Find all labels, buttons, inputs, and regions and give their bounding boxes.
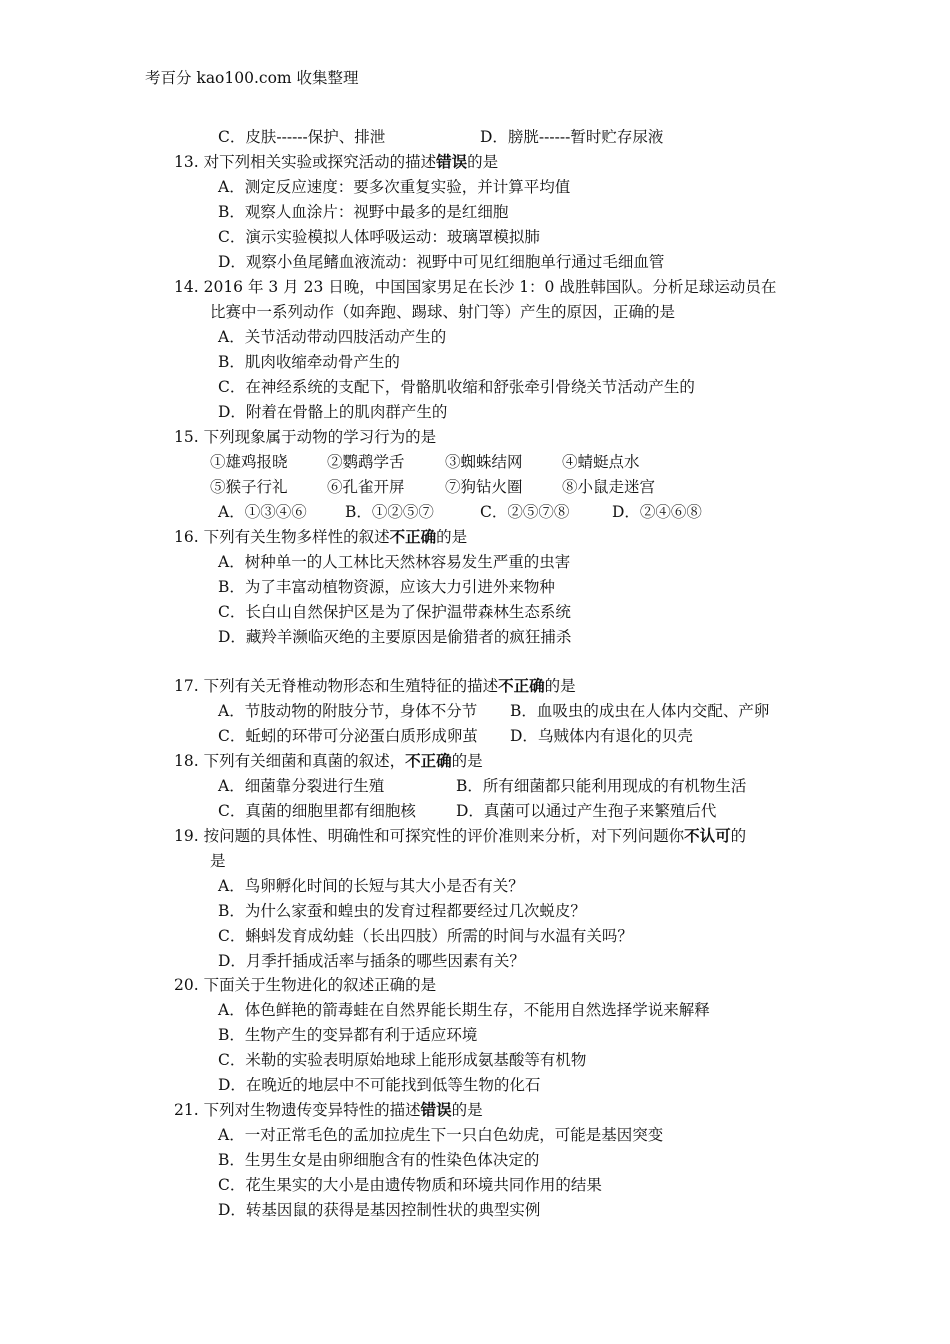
emphasis: 错误 [420,1100,452,1119]
stem-text: 的是 [436,528,468,546]
q17-option-d: D．乌贼体内有退化的贝壳 [510,727,693,745]
q15-option-d: D．②④⑥⑧ [612,503,702,521]
question-21-stem [174,1100,483,1120]
q17-option-c: C．蚯蚓的环带可分泌蛋白质形成卵茧 [218,727,478,745]
question-14-stem [174,277,776,297]
question-number: 19. [174,827,199,845]
q19-option-a: A．鸟卵孵化时间的长短与其大小是否有关？ [218,877,524,895]
question-number: 20. [174,976,199,994]
q13-option-a: A．测定反应速度：要多次重复实验，并计算平均值 [218,178,571,196]
q15-item-2: ②鹦鹉学舌 [327,453,405,471]
q17-option-a: A．节肢动物的附肢分节，身体不分节 [218,702,478,720]
q16-option-a: A．树种单一的人工林比天然林容易发生严重的虫害 [218,553,571,571]
q15-item-6: ⑥孔雀开屏 [327,478,405,496]
q21-option-a: A．一对正常毛色的孟加拉虎生下一只白色幼虎，可能是基因突变 [218,1126,664,1144]
question-number: 13. [174,153,199,171]
stem-text: 的是 [451,752,483,770]
question-15-stem [174,427,436,447]
question-number: 14. [174,278,199,296]
q14-option-d: D．附着在骨骼上的肌肉群产生的 [218,403,448,421]
q18-option-d: D．真菌可以通过产生孢子来繁殖后代 [456,802,717,820]
question-17-stem [174,676,576,696]
q16-option-c: C．长白山自然保护区是为了保护温带森林生态系统 [218,603,571,621]
q15-option-b: B．①②⑤⑦ [345,503,434,521]
q15-item-3: ③蜘蛛结网 [445,453,523,471]
question-19-stem [174,826,746,846]
emphasis: 不认可 [684,826,731,845]
q15-item-4: ④蜻蜓点水 [562,453,640,471]
stem-text: 下列有关细菌和真菌的叙述， [203,752,406,770]
q16-option-b: B．为了丰富动植物资源，应该大力引进外来物种 [218,578,555,596]
q15-item-1: ①雄鸡报晓 [210,453,288,471]
q20-option-b: B．生物产生的变异都有利于适应环境 [218,1026,478,1044]
emphasis: 错误 [436,152,468,171]
prev-option-d: D．膀胱------暂时贮存尿液 [480,128,664,146]
stem-text: 下列有关生物多样性的叙述 [203,528,390,546]
q15-item-5: ⑤猴子行礼 [210,478,288,496]
q15-option-c: C．②⑤⑦⑧ [480,503,570,521]
stem-text: 的 [730,827,747,845]
prev-option-c: C．皮肤------保护、排泄 [218,128,386,146]
q13-option-c: C．演示实验模拟人体呼吸运动：玻璃罩模拟肺 [218,228,540,246]
question-16-stem [174,527,467,547]
q16-option-d: D．藏羚羊濒临灭绝的主要原因是偷猎者的疯狂捕杀 [218,628,572,646]
q20-option-a: A．体色鲜艳的箭毒蛙在自然界能长期生存，不能用自然选择学说来解释 [218,1001,710,1019]
q19-option-b: B．为什么家蚕和蝗虫的发育过程都要经过几次蜕皮？ [218,902,586,920]
stem-text: 的是 [467,153,499,171]
page-header: 考百分 kao100.com 收集整理 [145,69,359,87]
q14-option-c: C．在神经系统的支配下，骨骼肌收缩和舒张牵引骨绕关节活动产生的 [218,378,695,396]
emphasis: 不正确 [389,527,437,546]
stem-text: 对下列相关实验或探究活动的描述 [203,153,437,171]
q21-option-c: C．花生果实的大小是由遗传物质和环境共同作用的结果 [218,1176,602,1194]
q18-option-c: C．真菌的细胞里都有细胞核 [218,802,416,820]
q18-option-b: B．所有细菌都只能利用现成的有机物生活 [456,777,747,795]
q14-option-a: A．关节活动带动四肢活动产生的 [218,328,447,346]
q15-item-7: ⑦狗钻火圈 [445,478,523,496]
stem-text: 下列有关无脊椎动物形态和生殖特征的描述 [203,677,499,695]
question-18-stem [174,751,483,771]
q20-option-d: D．在晚近的地层中不可能找到低等生物的化石 [218,1076,541,1094]
q21-option-b: B．生男生女是由卵细胞含有的性染色体决定的 [218,1151,540,1169]
question-20-stem [174,975,436,995]
emphasis: 不正确 [405,751,452,770]
q21-option-d: D．转基因鼠的获得是基因控制性状的典型实例 [218,1201,541,1219]
stem-text: 2016 年 3 月 23 日晚，中国国家男足在长沙 1：0 战胜韩国队。分析足球运动员在 [203,278,777,296]
q19-stem-line2: 是 [210,852,226,870]
question-number: 17. [174,677,199,695]
q20-option-c: C．米勒的实验表明原始地球上能形成氨基酸等有机物 [218,1051,587,1069]
stem-text: 下列现象属于动物的学习行为的是 [203,428,437,446]
stem-text: 按问题的具体性、明确性和可探究性的评价准则来分析，对下列问题你 [203,827,685,845]
q15-option-a: A．①③④⑥ [218,503,307,521]
q13-option-d: D．观察小鱼尾鳍血液流动：视野中可见红细胞单行通过毛细血管 [218,253,665,271]
q14-stem-line2: 比赛中一系列动作（如奔跑、踢球、射门等）产生的原因，正确的是 [210,303,676,321]
stem-text: 的是 [544,677,576,695]
q13-option-b: B．观察人血涂片：视野中最多的是红细胞 [218,203,509,221]
question-13-stem [174,152,498,172]
q14-option-b: B．肌肉收缩牵动骨产生的 [218,353,400,371]
q18-option-a: A．细菌靠分裂进行生殖 [218,777,385,795]
stem-text: 的是 [451,1101,483,1119]
q17-option-b: B．血吸虫的成虫在人体内交配、产卵 [510,702,770,720]
q15-item-8: ⑧小鼠走迷宫 [562,478,656,496]
q19-option-d: D．月季扦插成活率与插条的哪些因素有关？ [218,952,525,970]
stem-text: 下面关于生物进化的叙述正确的是 [203,976,437,994]
question-number: 21. [174,1101,199,1119]
stem-text: 下列对生物遗传变异特性的描述 [203,1101,421,1119]
question-number: 18. [174,752,199,770]
question-number: 15. [174,428,199,446]
question-number: 16. [174,528,199,546]
q19-option-c: C．蝌蚪发育成幼蛙（长出四肢）所需的时间与水温有关吗？ [218,927,633,945]
emphasis: 不正确 [498,676,545,695]
